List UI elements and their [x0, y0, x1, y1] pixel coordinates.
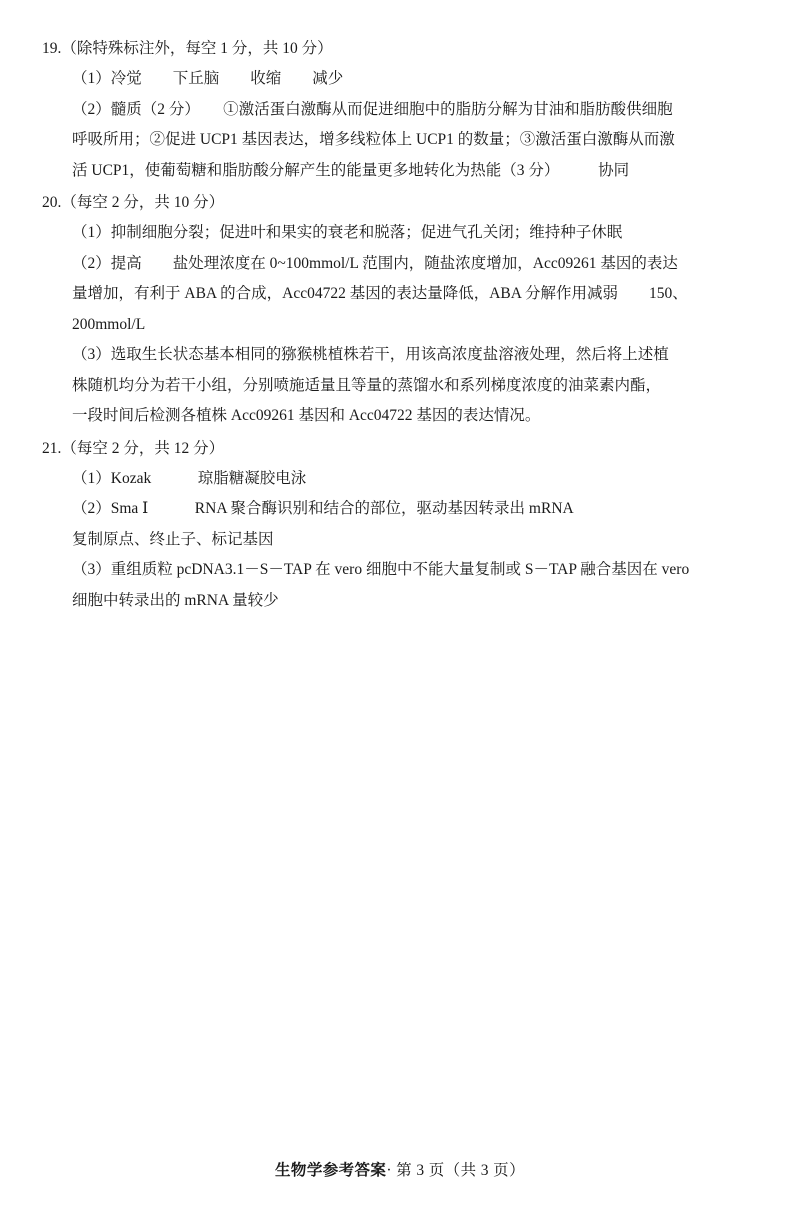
question-block-21 [40, 434, 742, 617]
question-block-20 [40, 188, 742, 432]
question-20-answer-3-line3: 一段时间后检测各植株 Acc09261 基因和 Acc04722 基因的表达情况。 [72, 407, 541, 424]
footer-separator: · [386, 1162, 392, 1179]
question-19-answer-2-line1: （2）髓质（2 分） ①激活蛋白激酶从而促进细胞中的脂肪分解为甘油和脂肪酸供细胞 [72, 100, 673, 118]
question-21-answer-2-line1: （2）Sma Ⅰ RNA 聚合酶识别和结合的部位，驱动基因转录出 mRNA [72, 500, 574, 517]
question-21-answer-3-line1: （3）重组质粒 pcDNA3.1－S－TAP 在 vero 细胞中不能大量复制或 S－TAP 融合基因在 vero [72, 561, 690, 578]
question-20-answer-3-line2: 株随机均分为若干小组，分别喷施适量且等量的蒸馏水和系列梯度浓度的油菜素内酯， [72, 376, 662, 394]
question-20-answer-2-line3: 200mmol/L [72, 315, 146, 333]
question-21-answer-3-line2: 细胞中转录出的 mRNA 量较少 [72, 591, 279, 609]
question-19-answer-2-line3: 活 UCP1，使葡萄糖和脂肪酸分解产生的能量更多地转化为热能（3 分） 协同 [72, 161, 630, 179]
question-19-answer-1: （1）冷觉 下丘脑 收缩 减少 [72, 70, 344, 87]
page-footer [0, 1158, 800, 1180]
question-block-19 [40, 34, 742, 186]
question-20-answer-1: （1）抑制细胞分裂；促进叶和果实的衰老和脱落；促进气孔关闭；维持种子休眠 [72, 224, 623, 241]
question-20-answer-2-line1: （2）提高 盐处理浓度在 0~100mmol/L 范围内，随盐浓度增加，Acc09261 基因的表达 [72, 254, 678, 272]
question-21-answer-2-line2: 复制原点、终止子、标记基因 [72, 530, 274, 548]
question-20-answer-3-line1: （3）选取生长状态基本相同的猕猴桃植株若干，用该高浓度盐溶液处理，然后将上述植 [72, 346, 669, 363]
question-21-heading: 21.（每空 2 分，共 12 分） [42, 439, 225, 457]
footer-page-number: 第 3 页（共 3 页） [396, 1162, 525, 1179]
question-21-answer-1: （1）Kozak 琼脂糖凝胶电泳 [72, 469, 307, 487]
question-19-answer-2-line2: 呼吸所用；②促进 UCP1 基因表达，增多线粒体上 UCP1 的数量；③激活蛋白激酶从而激 [72, 131, 675, 148]
question-20-answer-2-line2: 量增加，有利于 ABA 的合成，Acc04722 基因的表达量降低，ABA 分解作用减弱 150、 [72, 285, 688, 302]
question-19-heading: 19.（除特殊标注外，每空 1 分，共 10 分） [42, 40, 333, 57]
question-20-heading: 20.（每空 2 分，共 10 分） [42, 194, 225, 211]
footer-title: 生物学参考答案 [275, 1162, 387, 1179]
